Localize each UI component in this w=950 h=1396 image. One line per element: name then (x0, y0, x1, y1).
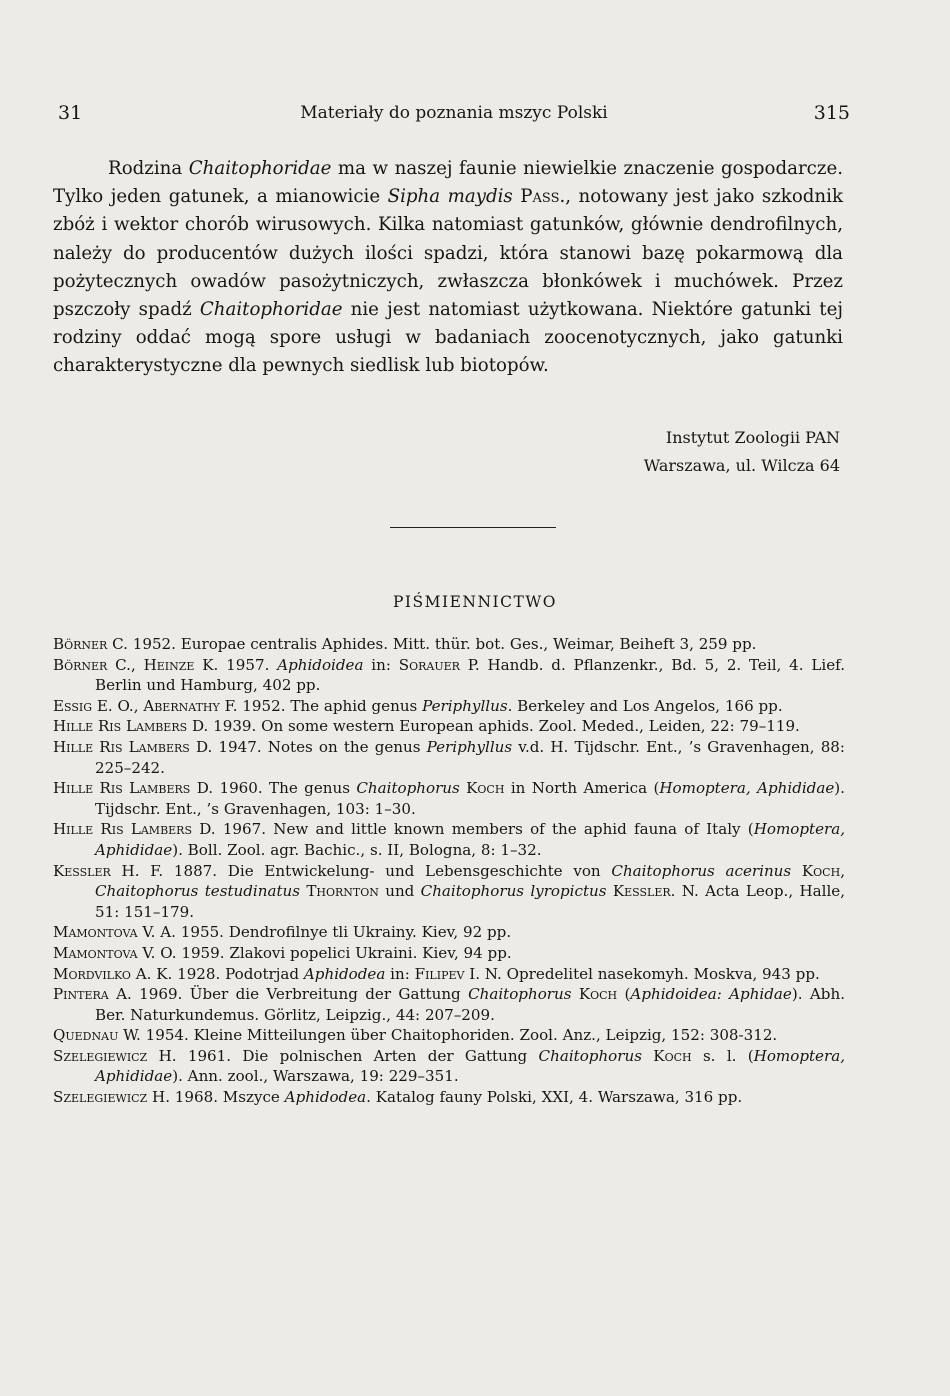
reference-item: Hille Ris Lambers D. 1939. On some western European aphids. Zool. Meded., Leiden, 22: 79–119. (53, 717, 800, 736)
text-run: ma w naszej faunie niewielkie znaczenie gospodarcze. Tylko jeden gatunek, a mianowicie (53, 158, 843, 208)
reference-item: Pintera A. 1969. Über die Verbreitung der Gattung Chaitophorus Koch (Aphidoidea: Aphidae). Abh. Ber. Naturkundemus. Görlitz, Leipzig., 44: 207–209. (53, 985, 845, 1024)
affiliation-line-1: Instytut Zoologii PAN (665, 428, 840, 447)
reference-item: Hille Ris Lambers D. 1960. The genus Chaitophorus Koch in North America (Homoptera, Aphididae). Tijdschr. Ent., ’s Gravenhagen, 103: 1–30. (53, 779, 845, 818)
reference-item: Quednau W. 1954. Kleine Mitteilungen über Chaitophoriden. Zool. Anz., Leipzig, 152: 308-312. (53, 1026, 778, 1045)
reference-item: Essig E. O., Abernathy F. 1952. The aphid genus Periphyllus. Berkeley and Los Angelos, 166 pp. (53, 696, 783, 715)
reference-item: Szelegiewicz H. 1968. Mszyce Aphidodea. Katalog fauny Polski, XXI, 4. Warszawa, 316 pp. (53, 1088, 743, 1107)
text-run: nie jest natomiast użytkowana. Niektóre gatunki tej rodziny oddać mogą spore usługi w badaniach zoocenotycznych, jako gatunki charakterystyczne dla pewnych siedlisk lub biotopów. (53, 299, 843, 377)
section-divider (390, 527, 556, 528)
page-number-left: 31 (58, 102, 83, 124)
reference-item: Hille Ris Lambers D. 1967. New and little known members of the aphid fauna of Italy (Homoptera, Aphididae). Boll. Zool. agr. Bachic., s. II, Bologna, 8: 1–32. (53, 820, 846, 859)
reference-item: Mamontova V. O. 1959. Zlakovi popelici Ukraini. Kiev, 94 pp. (53, 943, 512, 962)
taxon-name: Chaitophoridae (199, 299, 343, 321)
reference-item: Börner C. 1952. Europae centralis Aphides. Mitt. thür. bot. Ges., Weimar, Beiheft 3, 259 pp. (53, 635, 757, 653)
reference-item: Hille Ris Lambers D. 1947. Notes on the genus Periphyllus v.d. H. Tijdschr. Ent., ’s Gravenhagen, 88: 225–242. (53, 737, 845, 777)
references-heading: PIŚMIENNICTWO (392, 593, 558, 611)
author-abbrev: Pass. (520, 186, 566, 208)
page-number-right: 315 (813, 102, 850, 124)
text-run: Rodzina (108, 158, 189, 179)
taxon-name: Chaitophoridae (188, 158, 332, 179)
reference-item: Szelegiewicz H. 1961. Die polnischen Arten der Gattung Chaitophorus Koch s. l. (Homoptera, Aphididae). Ann. zool., Warszawa, 19: 229–351. (53, 1046, 845, 1086)
running-header (58, 102, 850, 132)
taxon-name: Sipha maydis (387, 186, 513, 208)
affiliation-line-2: Warszawa, ul. Wilcza 64 (643, 456, 840, 475)
text-run: , notowany jest jako szkodnik zbóż i wektor chorób wirusowych. Kilka natomiast gatunków, głównie dendrofilnych, należy do producentów dużych ilości spadzi, która stanowi bazę pokarmową dla pożytecznych owadów pasożytniczych, zwłaszcza błonkówek i muchówek. Przez pszczoły spadź (53, 186, 843, 321)
reference-item: Börner C., Heinze K. 1957. Aphidoidea in: Sorauer P. Handb. d. Pflanzenkr., Bd. 5, 2. Teil, 4. Lief. Berlin und Hamburg, 402 pp. (53, 655, 845, 695)
reference-item: Mordvilko A. K. 1928. Podotrjad Aphidodea in: Filipev I. N. Opredelitel nasekomyh. Moskva, 943 pp. (53, 964, 820, 983)
reference-item: Kessler H. F. 1887. Die Entwickelung- und Lebensgeschichte von Chaitophorus acerinus Koch, Chaitophorus testudinatus Thornton und Chaitophorus lyropictus Kessler. N. Acta Leop., Halle, 51: 151–179. (53, 861, 845, 921)
reference-item: Mamontova V. A. 1955. Dendrofilnye tli Ukrainy. Kiev, 92 pp. (53, 923, 512, 942)
references-list (53, 634, 845, 1108)
body-paragraph (53, 155, 843, 381)
running-title: Materiały do poznania mszyc Polski (300, 103, 608, 123)
